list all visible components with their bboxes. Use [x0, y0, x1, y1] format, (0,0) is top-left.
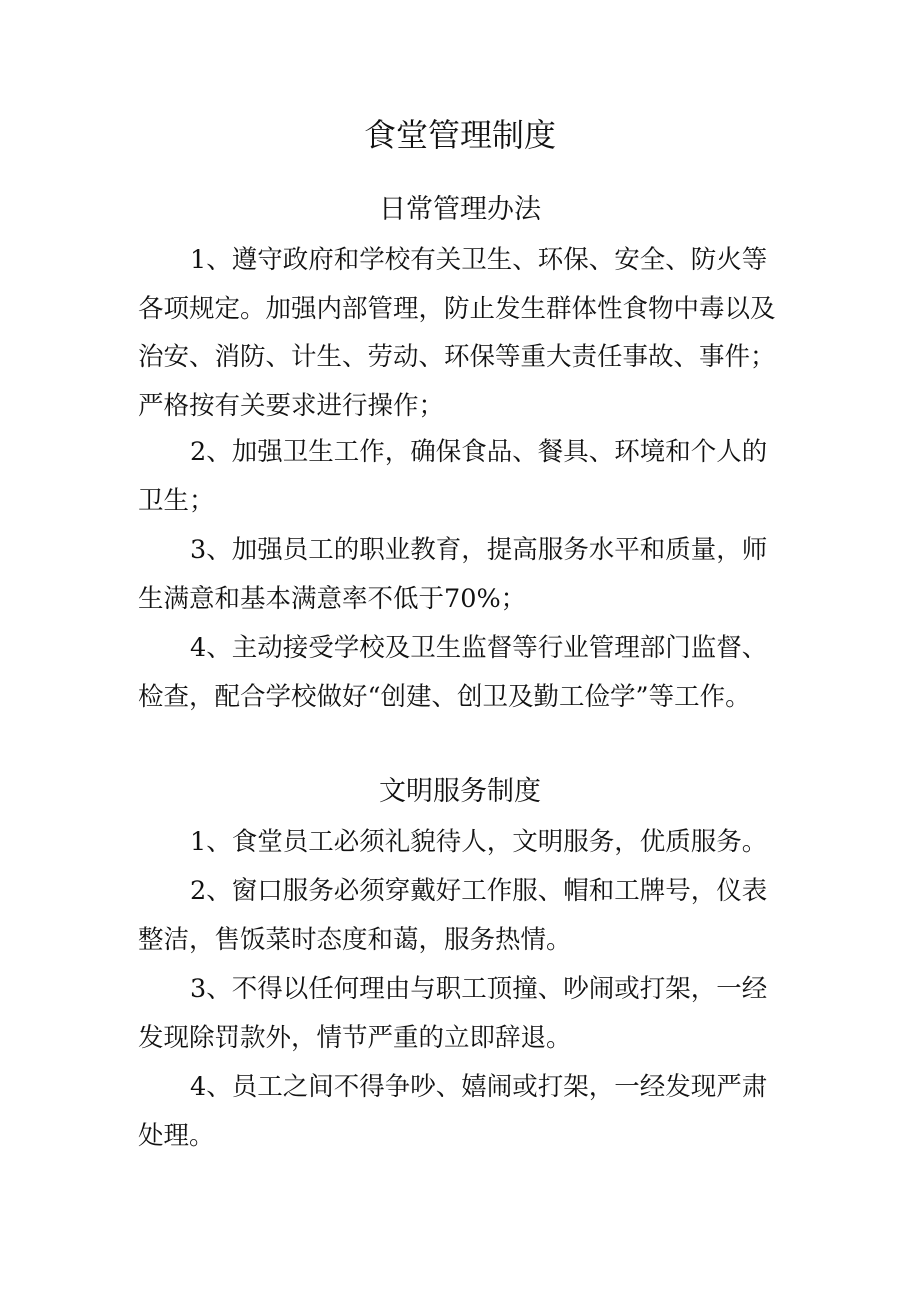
paragraph-service-3 — [138, 965, 788, 1062]
paragraph-line: 检查，配合学校做好“创建、创卫及勤工俭学”等工作。 — [138, 681, 751, 712]
paragraph-daily-1 — [138, 236, 788, 430]
section-heading-civilized-service: 文明服务制度 — [379, 776, 541, 807]
paragraph-line: 1、食堂员工必须礼貌待人，文明服务，优质服务。 — [190, 827, 768, 857]
paragraph-line: 1、遵守政府和学校有关卫生、环保、安全、防火等 — [190, 245, 768, 275]
paragraph-line: 3、不得以任何理由与职工顶撞、吵闹或打架，一经 — [190, 974, 768, 1004]
paragraph-line: 2、窗口服务必须穿戴好工作服、帽和工牌号，仪表 — [190, 876, 768, 906]
paragraph-line: 各项规定。加强内部管理，防止发生群体性食物中毒以及 — [138, 293, 776, 324]
paragraph-line: 2、加强卫生工作，确保食品、餐具、环境和个人的 — [190, 437, 768, 467]
paragraph-line: 发现除罚款外，情节严重的立即辞退。 — [138, 1022, 572, 1053]
paragraph-line: 治安、消防、计生、劳动、环保等重大责任事故、事件； — [138, 342, 776, 372]
paragraph-daily-4 — [138, 624, 788, 721]
paragraph-service-1 — [138, 818, 788, 867]
paragraph-line: 卫生； — [138, 485, 215, 516]
paragraph-line: 4、员工之间不得争吵、嬉闹或打架，一经发现严肃 — [190, 1072, 768, 1102]
paragraph-line: 生满意和基本满意率不低于70%； — [138, 583, 527, 614]
paragraph-daily-2 — [138, 428, 788, 525]
paragraph-daily-3 — [138, 526, 788, 623]
section-heading-daily-management: 日常管理办法 — [379, 194, 541, 225]
paragraph-line: 整洁，售饭菜时态度和蔼，服务热情。 — [138, 924, 572, 955]
paragraph-line: 严格按有关要求进行操作； — [138, 390, 445, 421]
document-title: 食堂管理制度 — [363, 116, 556, 154]
paragraph-line: 处理。 — [138, 1120, 215, 1151]
paragraph-service-4 — [138, 1063, 788, 1160]
paragraph-service-2 — [138, 867, 788, 964]
paragraph-line: 3、加强员工的职业教育，提高服务水平和质量，师 — [190, 535, 768, 565]
paragraph-line: 4、主动接受学校及卫生监督等行业管理部门监督、 — [190, 633, 768, 663]
